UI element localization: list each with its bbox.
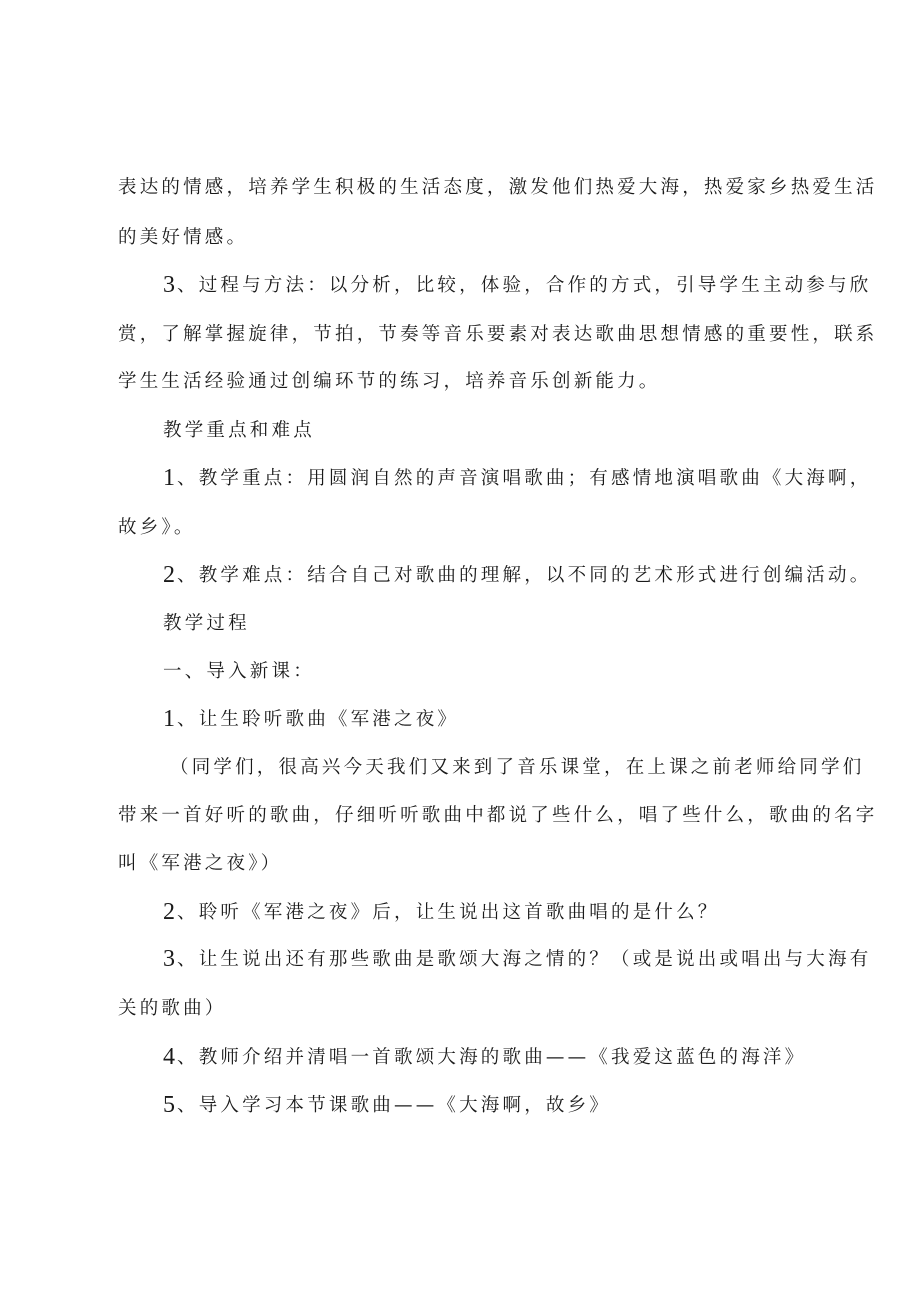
item-text: 、过程与方法：以分析，比较，体验，合作的方式，引导学生主动参与欣 — [177, 275, 872, 296]
step-item-2 — [163, 900, 875, 925]
paragraph-line: 故乡》。 — [118, 517, 196, 538]
item-number: 2 — [163, 562, 175, 588]
step-item-3 — [163, 947, 875, 972]
item-text: 、聆听《军港之夜》后，让生说出这首歌曲唱的是什么？ — [177, 902, 720, 923]
objective-item-3 — [163, 273, 875, 298]
paragraph-line: 赏，了解掌握旋律，节拍，节奏等音乐要素对表达歌曲思想情感的重要性，联系 — [118, 324, 878, 345]
item-text: 、让生说出还有那些歌曲是歌颂大海之情的？（或是说出或唱出与大海有 — [177, 949, 872, 970]
key-point-item-1 — [163, 466, 875, 491]
subsection-heading: 一、导入新课： — [163, 661, 315, 682]
paragraph-line: 学生生活经验通过创编环节的练习，培养音乐创新能力。 — [118, 371, 661, 392]
item-number: 4 — [163, 1044, 175, 1070]
item-text: 、教学重点：用圆润自然的声音演唱歌曲；有感情地演唱歌曲《大海啊， — [177, 468, 872, 489]
item-text: 、导入学习本节课歌曲——《大海啊，故乡》 — [177, 1095, 612, 1116]
section-heading: 教学过程 — [163, 613, 250, 634]
paragraph-line: （同学们，很高兴今天我们又来到了音乐课堂，在上课之前老师给同学们 — [170, 757, 865, 778]
item-number: 3 — [163, 272, 175, 298]
paragraph-line: 关的歌曲） — [118, 998, 227, 1019]
item-number: 1 — [163, 465, 175, 491]
paragraph-line: 叫《军港之夜》） — [118, 853, 283, 874]
item-number: 2 — [163, 899, 175, 925]
item-number: 1 — [163, 706, 175, 732]
item-number: 5 — [163, 1092, 175, 1118]
paragraph-line: 的美好情感。 — [118, 227, 249, 248]
paragraph-line: 带来一首好听的歌曲，仔细听听歌曲中都说了些什么，唱了些什么，歌曲的名字 — [118, 805, 878, 826]
section-heading: 教学重点和难点 — [163, 420, 315, 441]
step-item-4 — [163, 1045, 875, 1070]
item-text: 、让生聆听歌曲《军港之夜》 — [177, 709, 460, 730]
item-number: 3 — [163, 946, 175, 972]
item-text: 、教师介绍并清唱一首歌颂大海的歌曲——《我爱这蓝色的海洋》 — [177, 1047, 807, 1068]
item-text: 、教学难点：结合自己对歌曲的理解，以不同的艺术形式进行创编活动。 — [177, 565, 872, 586]
key-point-item-2 — [163, 563, 875, 588]
paragraph-line: 表达的情感，培养学生积极的生活态度，激发他们热爱大海，热爱家乡热爱生活 — [118, 177, 878, 198]
step-item-5 — [163, 1093, 875, 1118]
step-item-1 — [163, 707, 875, 732]
